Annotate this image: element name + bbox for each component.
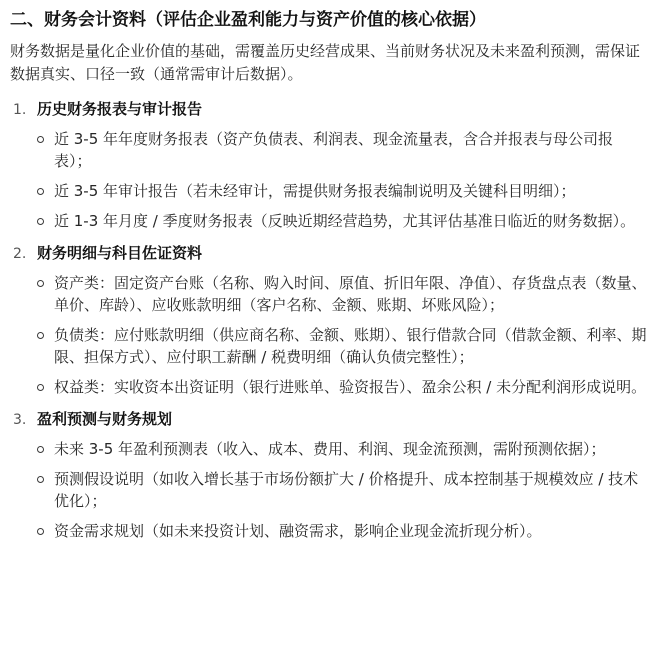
hollow-circle-bullet-icon xyxy=(34,438,54,460)
section-title: 历史财务报表与审计报告 xyxy=(37,100,203,118)
section-3 xyxy=(10,408,648,542)
list-item xyxy=(34,272,648,316)
hollow-circle-bullet-icon xyxy=(34,128,54,150)
section-title: 盈利预测与财务规划 xyxy=(37,410,173,428)
list-item xyxy=(34,324,648,368)
hollow-circle-bullet-icon xyxy=(34,324,54,346)
list-item-text: 资金需求规划（如未来投资计划、融资需求，影响企业现金流折现分析）。 xyxy=(54,522,542,540)
list-item xyxy=(34,210,648,232)
list-item-text: 近 3-5 年年度财务报表（资产负债表、利润表、现金流量表，含合并报表与母公司报表）； xyxy=(54,130,614,170)
bullet-list xyxy=(10,438,648,542)
list-item-text: 权益类：实收资本出资证明（银行进账单、验资报告）、盈余公积 / 未分配利润形成说明。 xyxy=(54,378,647,396)
list-item xyxy=(34,438,648,460)
list-item xyxy=(34,520,648,542)
bullet-list xyxy=(10,128,648,232)
hollow-circle-bullet-icon xyxy=(34,272,54,294)
section-header xyxy=(10,98,648,122)
section-header xyxy=(10,242,648,266)
section-list xyxy=(10,98,648,542)
bullet-list xyxy=(10,272,648,398)
section-2 xyxy=(10,242,648,398)
section-number: 3. xyxy=(13,412,27,428)
list-item-text: 预测假设说明（如收入增长基于市场份额扩大 / 价格提升、成本控制基于规模效应 / 技术优化）； xyxy=(54,470,639,510)
list-item-text: 未来 3-5 年盈利预测表（收入、成本、费用、利润、现金流预测，需附预测依据）； xyxy=(54,440,606,458)
hollow-circle-bullet-icon xyxy=(34,180,54,202)
section-1 xyxy=(10,98,648,232)
hollow-circle-bullet-icon xyxy=(34,468,54,490)
hollow-circle-bullet-icon xyxy=(34,520,54,542)
hollow-circle-bullet-icon xyxy=(34,376,54,398)
section-number: 1. xyxy=(13,102,27,118)
list-item-text: 近 1-3 年月度 / 季度财务报表（反映近期经营趋势，尤其评估基准日临近的财务数据）。 xyxy=(54,212,636,230)
list-item-text: 近 3-5 年审计报告（若未经审计，需提供财务报表编制说明及关键科目明细）； xyxy=(54,182,576,200)
list-item-text: 负债类：应付账款明细（供应商名称、金额、账期）、银行借款合同（借款金额、利率、期限、担保方式）、应付职工薪酬 / 税费明细（确认负债完整性）； xyxy=(54,326,647,366)
list-item xyxy=(34,376,648,398)
list-item xyxy=(34,128,648,172)
section-heading: 二、财务会计资料（评估企业盈利能力与资产价值的核心依据） xyxy=(10,10,486,30)
list-item xyxy=(34,180,648,202)
hollow-circle-bullet-icon xyxy=(34,210,54,232)
section-header xyxy=(10,408,648,432)
list-item xyxy=(34,468,648,512)
section-number: 2. xyxy=(13,246,27,262)
intro-paragraph: 财务数据是量化企业价值的基础，需覆盖历史经营成果、当前财务状况及未来盈利预测，需保证数据真实、口径一致（通常需审计后数据）。 xyxy=(10,42,641,83)
list-item-text: 资产类：固定资产台账（名称、购入时间、原值、折旧年限、净值）、存货盘点表（数量、单价、库龄）、应收账款明细（客户名称、金额、账期、坏账风险）； xyxy=(54,274,647,314)
section-title: 财务明细与科目佐证资料 xyxy=(37,244,203,262)
